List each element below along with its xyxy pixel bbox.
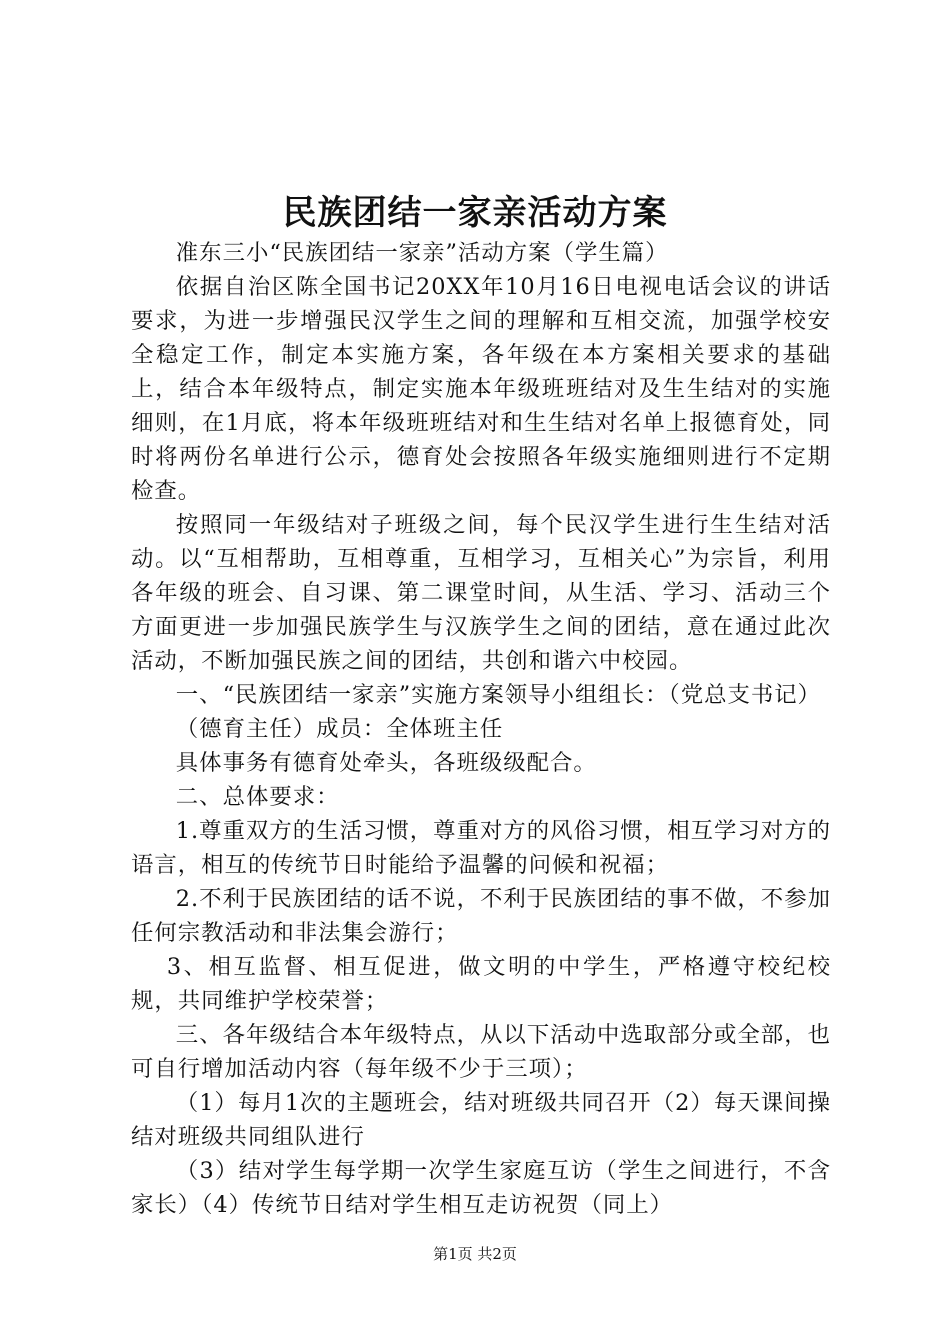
paragraph-subtitle: 准东三小“民族团结一家亲”活动方案（学生篇） <box>175 240 669 266</box>
paragraph-basis: 依据自治区陈全国书记20XX年10月16日电视电话会议的讲话要求，为进一步增强民汉学生之间的理解和互相交流，加强学校安全稳定工作，制定本实施方案，各年级在本方案相关要求的基础上，结合本年级特点，制定实施本年级班班结对及生生结对的实施细则，在1月底，将本年级班班结对和生生结对名单上报德育处，同时将两份名单进行公示，德育处会按照各年级实施细则进行不定期检查。 <box>131 274 831 504</box>
paragraph-section-two: 二、总体要求： <box>175 784 340 810</box>
document-title: 民族团结一家亲活动方案 <box>282 193 668 233</box>
paragraph-responsibility: 具体事务有德育处牵头，各班级级配合。 <box>175 750 597 776</box>
paragraph-requirement-2: 2.不利于民族团结的话不说，不利于民族团结的事不做，不参加任何宗教活动和非法集会游行； <box>131 886 831 946</box>
paragraph-activities-1-2: （1）每月1次的主题班会，结对班级共同召开（2）每天课间操结对班级共同组队进行 <box>131 1090 831 1150</box>
paragraph-members: （德育主任）成员：全体班主任 <box>175 716 504 742</box>
paragraph-requirement-1: 1.尊重双方的生活习惯，尊重对方的风俗习惯，相互学习对方的语言，相互的传统节日时能给予温馨的问候和祝福； <box>131 818 831 878</box>
page-number-footer: 第1页 共2页 <box>433 1245 517 1263</box>
paragraph-pairing: 按照同一年级结对子班级之间，每个民汉学生进行生生结对活动。以“互相帮助，互相尊重，互相学习，互相关心”为宗旨，利用各年级的班会、自习课、第二课堂时间，从生活、学习、活动三个方面更进一步加强民族学生与汉族学生之间的团结，意在通过此次活动，不断加强民族之间的团结，共创和谐六中校园。 <box>131 512 831 674</box>
paragraph-activities-3-4: （3）结对学生每学期一次学生家庭互访（学生之间进行，不含家长）（4）传统节日结对学生相互走访祝贺（同上） <box>131 1158 831 1218</box>
document-body <box>131 236 831 1222</box>
paragraph-section-one: 一、“民族团结一家亲”实施方案领导小组组长：（党总支书记） <box>175 682 822 708</box>
paragraph-section-three: 三、各年级结合本年级特点，从以下活动中选取部分或全部，也可自行增加活动内容（每年级不少于三项）； <box>131 1022 831 1082</box>
paragraph-requirement-3: 3、相互监督、相互促进，做文明的中学生，严格遵守校纪校规，共同维护学校荣誉； <box>131 954 831 1014</box>
